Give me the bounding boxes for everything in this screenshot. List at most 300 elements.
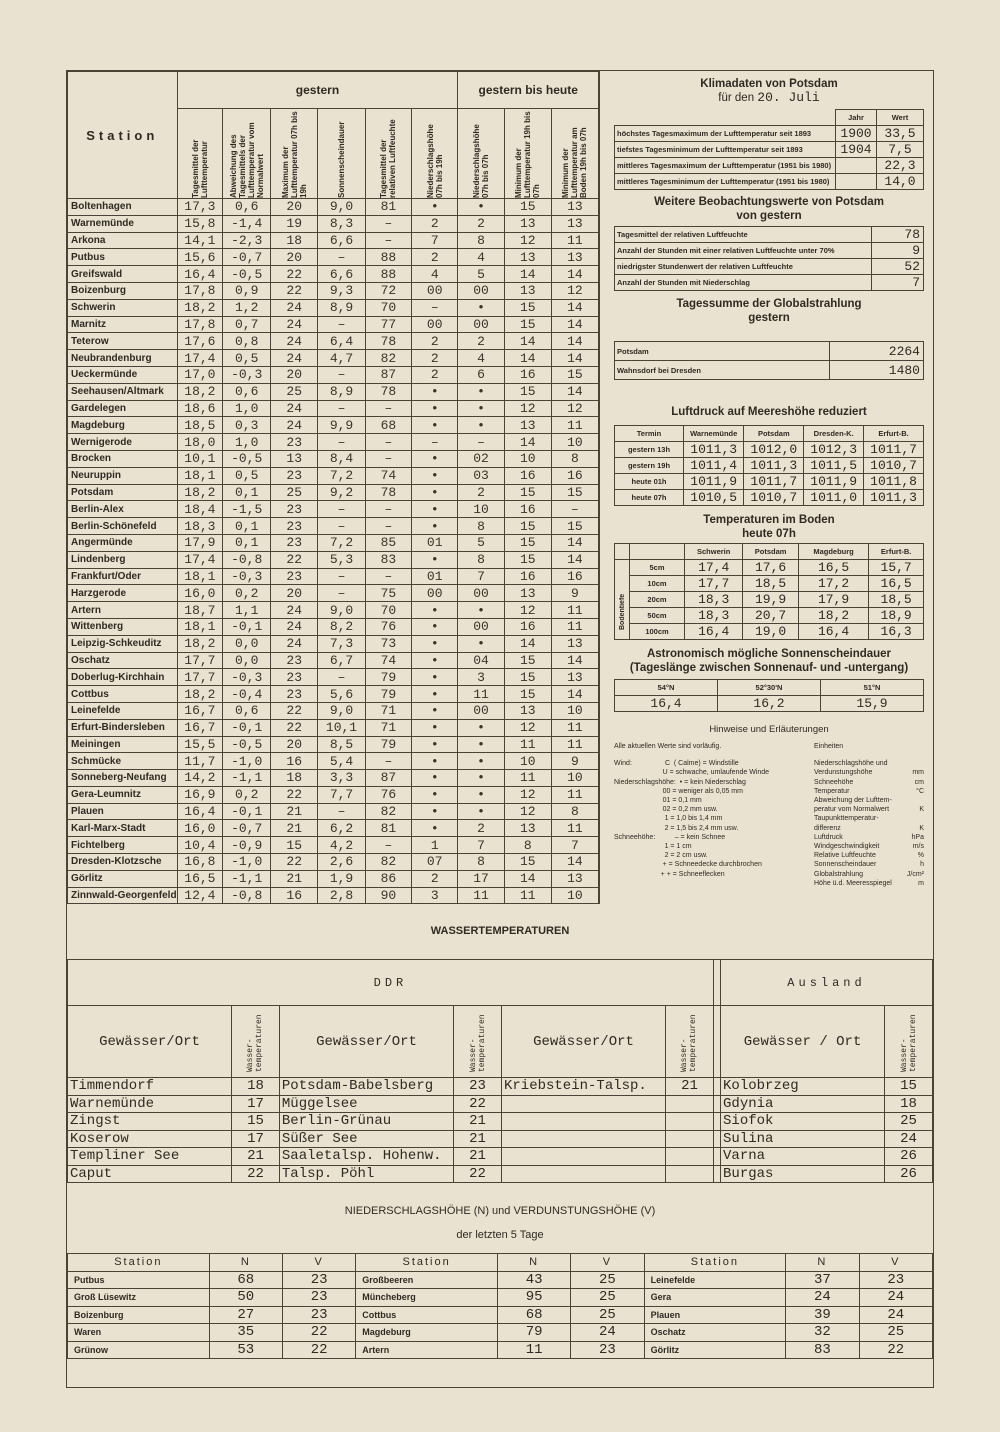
table-row <box>68 1324 933 1342</box>
station-value: 17,8 <box>177 282 223 299</box>
station-name: Schmücke <box>68 753 178 770</box>
boden-value: 18,3 <box>685 592 743 608</box>
wasser-ort: Süßer See <box>279 1130 453 1148</box>
station-name: Neuruppin <box>68 467 178 484</box>
station-value: 25 <box>271 383 318 400</box>
table-row <box>68 282 599 299</box>
column-header-text-8: Minimum der Lufttemperatur am Boden 19h bis 07h <box>561 127 589 198</box>
station-value: 2,6 <box>318 854 366 871</box>
hint-unit-label: Schneehöhe <box>814 778 854 786</box>
station-value: 16 <box>271 887 318 904</box>
station-value: 16 <box>551 467 598 484</box>
station-value: 14 <box>504 870 551 887</box>
station-value: 20 <box>271 366 318 383</box>
weitere-wert: 52 <box>872 259 924 275</box>
station-value: -1,0 <box>223 854 271 871</box>
station-value: 17,4 <box>177 551 223 568</box>
precip-v: 25 <box>571 1289 644 1307</box>
wasser-gap <box>713 1113 720 1131</box>
station-value: 15 <box>504 383 551 400</box>
column-header-text-3: Sonnenscheindauer <box>337 121 347 198</box>
sonnen-title: Astronomisch mögliche Sonnenscheindauer <box>646 648 892 660</box>
station-value: • <box>412 518 458 535</box>
wasser-col-header: Gewässer/Ort <box>502 1006 666 1078</box>
station-value: 15 <box>504 484 551 501</box>
station-value: 14,2 <box>177 770 223 787</box>
table-row <box>68 820 599 837</box>
station-value: 1 <box>412 837 458 854</box>
station-value: 5 <box>458 266 504 283</box>
wasser-temp-header: Wasser-temperaturen <box>899 1013 918 1072</box>
station-value: 16 <box>504 467 551 484</box>
boden-depth: 5cm <box>630 560 685 576</box>
station-value: 86 <box>365 870 411 887</box>
station-value: 15 <box>504 316 551 333</box>
station-value: 8 <box>458 518 504 535</box>
station-name: Doberlug-Kirchhain <box>68 669 178 686</box>
table-row <box>68 199 599 216</box>
hint-unit-label: Sonnenscheindauer <box>814 861 877 869</box>
station-value: • <box>412 417 458 434</box>
station-value: – <box>365 501 411 518</box>
precip-v: 22 <box>859 1341 932 1359</box>
station-value: – <box>365 568 411 585</box>
hint-unit-label: Globalstrahlung <box>814 870 864 878</box>
station-value: 17,3 <box>177 199 223 216</box>
hint-line: + = Schneedecke durchbrochen <box>614 861 762 869</box>
station-value: – <box>318 400 366 417</box>
precip-n: 95 <box>497 1289 570 1307</box>
wasser-temp: 26 <box>885 1148 933 1166</box>
boden-side-text: Bodentiefe <box>618 593 626 630</box>
station-value: 22 <box>271 282 318 299</box>
luftdruck-value: 1011,5 <box>804 458 864 474</box>
station-value: 10,4 <box>177 837 223 854</box>
table-row <box>68 1341 933 1359</box>
klima-row <box>615 126 924 142</box>
boden-side-label <box>615 560 630 640</box>
station-value: 11 <box>504 736 551 753</box>
table-row <box>68 602 599 619</box>
station-value: 11 <box>504 770 551 787</box>
hint-unit-row <box>814 842 924 851</box>
station-value: 17,7 <box>177 669 223 686</box>
station-value: – <box>318 669 366 686</box>
station-name: Wernigerode <box>68 434 178 451</box>
klima-row <box>615 158 924 174</box>
station-value: 11 <box>551 618 598 635</box>
hint-unit: mm <box>912 769 924 777</box>
station-name: Berlin-Schönefeld <box>68 518 178 535</box>
klima-row <box>615 174 924 190</box>
luftdruck-value: 1011,3 <box>684 442 744 458</box>
column-header-0 <box>177 109 223 199</box>
station-name: Brocken <box>68 450 178 467</box>
station-value: 13 <box>504 417 551 434</box>
station-name: Teterow <box>68 333 178 350</box>
station-value: 7 <box>412 232 458 249</box>
station-value: 0,7 <box>223 316 271 333</box>
station-value: • <box>458 299 504 316</box>
station-value: 82 <box>365 854 411 871</box>
station-value: 17,8 <box>177 316 223 333</box>
column-header-text-4: Tagesmittel der relativen Luftfeuchte <box>379 119 398 198</box>
station-value: • <box>412 501 458 518</box>
global-label: Wahnsdorf bei Dresden <box>615 361 830 380</box>
station-name: Fichtelberg <box>68 837 178 854</box>
station-value: 11 <box>504 887 551 904</box>
wasser-table <box>67 959 933 1183</box>
station-value: 24 <box>271 618 318 635</box>
wasser-temp: 21 <box>454 1130 502 1148</box>
station-value: 11 <box>458 887 504 904</box>
station-value: -0,7 <box>223 249 271 266</box>
precip-n: 68 <box>209 1271 282 1289</box>
station-value: 11 <box>551 786 598 803</box>
station-name: Angermünde <box>68 534 178 551</box>
station-name: Leinefelde <box>68 702 178 719</box>
precip-station: Oschatz <box>644 1324 786 1342</box>
station-value: 2 <box>412 333 458 350</box>
table-row <box>68 215 599 232</box>
station-value: 23 <box>271 568 318 585</box>
station-value: – <box>365 232 411 249</box>
station-name: Leipzig-Schkeuditz <box>68 635 178 652</box>
station-value: • <box>412 753 458 770</box>
station-name: Marnitz <box>68 316 178 333</box>
station-value: 4 <box>412 266 458 283</box>
station-value: 13 <box>551 215 598 232</box>
sonnen-value: 16,2 <box>718 696 821 712</box>
boden-value: 17,4 <box>685 560 743 576</box>
station-value: 13 <box>551 249 598 266</box>
station-value: 15 <box>271 837 318 854</box>
wasser-ort: Timmendorf <box>68 1078 232 1096</box>
station-value: 7 <box>458 568 504 585</box>
precip-n: 79 <box>497 1324 570 1342</box>
luftdruck-row <box>615 490 924 506</box>
station-value: 7 <box>551 837 598 854</box>
station-name: Arkona <box>68 232 178 249</box>
station-name: Erfurt-Bindersleben <box>68 719 178 736</box>
hint-unit-label: Temperatur <box>814 787 850 795</box>
station-value: 23 <box>271 467 318 484</box>
wasser-temp-header: Wasser-temperaturen <box>680 1013 699 1072</box>
station-value: 10 <box>551 434 598 451</box>
table-row <box>68 350 599 367</box>
boden-depth: 20cm <box>630 592 685 608</box>
column-header-3 <box>318 109 366 199</box>
station-value: 18,6 <box>177 400 223 417</box>
station-value: – <box>458 434 504 451</box>
station-value: 21 <box>271 803 318 820</box>
hint-line: 2 = 1,5 bis 2,4 mm usw. <box>614 824 739 832</box>
luftdruck-table <box>614 425 924 506</box>
hint-unit-row <box>814 824 924 833</box>
klima-label: tiefstes Tagesminimum der Lufttemperatur seit 1893 <box>615 142 836 158</box>
weitere-label: Anzahl der Stunden mit einer relativen Luftfeuchte unter 70% <box>615 243 872 259</box>
station-value: 4 <box>458 249 504 266</box>
station-value: 13 <box>551 199 598 216</box>
station-value: -0,5 <box>223 450 271 467</box>
station-value: 13 <box>551 635 598 652</box>
station-body <box>68 199 599 904</box>
station-value: 10 <box>504 753 551 770</box>
table-row <box>68 518 599 535</box>
station-value: 23 <box>271 686 318 703</box>
sonnen-header: 52°30'N <box>718 680 821 696</box>
precip-v-header: V <box>282 1254 355 1272</box>
station-value: • <box>412 400 458 417</box>
boden-value: 16,4 <box>798 624 868 640</box>
hint-line: + + = Schneeflecken <box>614 870 725 878</box>
precip-v: 22 <box>282 1341 355 1359</box>
table-row <box>68 803 599 820</box>
station-value: 23 <box>271 652 318 669</box>
precip-v: 24 <box>859 1306 932 1324</box>
column-header-text-2: Maximum der Lufttemperatur 07h bis 19h <box>280 111 308 198</box>
station-value: 6,2 <box>318 820 366 837</box>
wasser-temp: 15 <box>232 1113 280 1131</box>
station-value: 17,6 <box>177 333 223 350</box>
station-value: 7,7 <box>318 786 366 803</box>
station-value: 17 <box>458 870 504 887</box>
station-value: 9,0 <box>318 702 366 719</box>
station-value: 9 <box>551 753 598 770</box>
station-value: 0,9 <box>223 282 271 299</box>
station-value: 17,4 <box>177 350 223 367</box>
station-value: 01 <box>412 534 458 551</box>
station-value: 74 <box>365 467 411 484</box>
precip-v: 23 <box>282 1271 355 1289</box>
table-row <box>68 1148 933 1166</box>
station-value: 8,9 <box>318 299 366 316</box>
boden-value: 16,4 <box>685 624 743 640</box>
station-value: 2 <box>412 870 458 887</box>
wasser-col-header: Gewässer/Ort <box>279 1006 453 1078</box>
station-value: -0,8 <box>223 887 271 904</box>
station-name: Schwerin <box>68 299 178 316</box>
column-header-text-1: Abweichung des Tagesmittels der Lufttemperatur vom Normalwert <box>228 122 265 198</box>
boden-depth: 10cm <box>630 576 685 592</box>
boden-value: 16,5 <box>798 560 868 576</box>
luftdruck-row <box>615 442 924 458</box>
station-value: -0,3 <box>223 669 271 686</box>
wasser-ort: Burgas <box>721 1165 885 1183</box>
station-value: • <box>412 484 458 501</box>
station-value: 7,2 <box>318 534 366 551</box>
station-value: -0,7 <box>223 820 271 837</box>
station-value: 18,7 <box>177 602 223 619</box>
station-value: 24 <box>271 316 318 333</box>
boden-value: 19,0 <box>743 624 799 640</box>
station-value: 19 <box>271 215 318 232</box>
boden-value: 17,2 <box>798 576 868 592</box>
station-value: • <box>458 770 504 787</box>
wasser-gap <box>713 1130 720 1148</box>
station-value: 00 <box>458 618 504 635</box>
station-value: • <box>458 199 504 216</box>
precip-station: Groß Lüsewitz <box>68 1289 210 1307</box>
hint-unit-row <box>814 870 924 879</box>
precip-n-header: N <box>497 1254 570 1272</box>
station-value: 0,6 <box>223 383 271 400</box>
station-value: 7,3 <box>318 635 366 652</box>
station-value: 88 <box>365 266 411 283</box>
station-value: 14 <box>551 652 598 669</box>
station-value: 18,5 <box>177 417 223 434</box>
luftdruck-header: Dresden-K. <box>804 426 864 442</box>
precip-station: Artern <box>356 1341 498 1359</box>
station-value: – <box>365 434 411 451</box>
column-header-7 <box>504 109 551 199</box>
station-value: – <box>318 501 366 518</box>
weitere-row <box>615 227 924 243</box>
station-value: • <box>412 820 458 837</box>
station-value: • <box>458 736 504 753</box>
station-value: 23 <box>271 518 318 535</box>
station-value: 13 <box>271 450 318 467</box>
hint-unit-row <box>814 860 924 869</box>
table-row <box>68 669 599 686</box>
luftdruck-header: Termin <box>615 426 684 442</box>
global-wert: 2264 <box>830 342 924 361</box>
boden-depth: 50cm <box>630 608 685 624</box>
boden-row <box>615 576 924 592</box>
table-row <box>68 1289 933 1307</box>
station-value: 14 <box>551 299 598 316</box>
station-value: 14,1 <box>177 232 223 249</box>
boden-subtitle: heute 07h <box>742 528 796 540</box>
hint-unit-label: Verdunstungshöhe <box>814 769 873 777</box>
weitere-table <box>614 226 924 291</box>
precip-table <box>67 1253 933 1359</box>
station-value: – <box>318 249 366 266</box>
hint-unit-row <box>814 759 924 768</box>
station-value: 00 <box>458 282 504 299</box>
station-value: • <box>412 199 458 216</box>
boden-value: 16,3 <box>869 624 924 640</box>
hint-unit-row <box>814 879 924 888</box>
wasser-ort: Kolobrzeg <box>721 1078 885 1096</box>
station-value: • <box>412 736 458 753</box>
table-row <box>68 551 599 568</box>
table-row <box>68 400 599 417</box>
hint-unit-row <box>814 787 924 796</box>
station-value: -1,1 <box>223 870 271 887</box>
wasser-temp: 26 <box>885 1165 933 1183</box>
table-row <box>68 232 599 249</box>
precip-station: Müncheberg <box>356 1289 498 1307</box>
station-value: – <box>365 518 411 535</box>
wasser-ort: Caput <box>68 1165 232 1183</box>
wasser-temp: 22 <box>232 1165 280 1183</box>
station-value: – <box>318 803 366 820</box>
wasser-ort: Saaletalsp. Hohenw. <box>279 1148 453 1166</box>
precip-v: 23 <box>571 1341 644 1359</box>
station-value: 13 <box>504 820 551 837</box>
station-value: 0,1 <box>223 518 271 535</box>
station-value: 8 <box>551 803 598 820</box>
boden-value: 20,7 <box>743 608 799 624</box>
boden-value: 18,2 <box>798 608 868 624</box>
column-header-6 <box>458 109 504 199</box>
wasser-temp <box>666 1148 714 1166</box>
precip-station: Gera <box>644 1289 786 1307</box>
weitere-label: Tagesmittel der relativen Luftfeuchte <box>615 227 872 243</box>
station-value: 10 <box>551 887 598 904</box>
hinweise-title: Hinweise und Erläuterungen <box>709 724 829 735</box>
station-name: Potsdam <box>68 484 178 501</box>
station-value: 21 <box>271 820 318 837</box>
wasser-ort <box>502 1165 666 1183</box>
weitere-wert: 9 <box>872 243 924 259</box>
station-value: 16 <box>271 753 318 770</box>
boden-value: 17,6 <box>743 560 799 576</box>
station-value: -2,3 <box>223 232 271 249</box>
boden-value: 18,5 <box>869 592 924 608</box>
station-value: 16,5 <box>177 870 223 887</box>
station-value: 0,8 <box>223 333 271 350</box>
station-value: 73 <box>365 635 411 652</box>
station-name: Gardelegen <box>68 400 178 417</box>
wasser-ort: Gdynia <box>721 1095 885 1113</box>
wasser-ort: Templiner See <box>68 1148 232 1166</box>
station-value: • <box>412 652 458 669</box>
hint-unit: % <box>917 852 924 860</box>
station-value: 6,6 <box>318 232 366 249</box>
station-value: 16,7 <box>177 702 223 719</box>
table-row <box>68 1078 933 1096</box>
table-row <box>68 568 599 585</box>
station-value: 13 <box>504 282 551 299</box>
wasser-ort: Berlin-Grünau <box>279 1113 453 1131</box>
wasser-ort: Warnemünde <box>68 1095 232 1113</box>
station-value: 13 <box>551 870 598 887</box>
station-value: 3,3 <box>318 770 366 787</box>
table-row <box>68 1165 933 1183</box>
precip-station: Cottbus <box>356 1306 498 1324</box>
sonnen-value: 15,9 <box>821 696 924 712</box>
station-value: 20 <box>271 585 318 602</box>
station-value: – <box>318 568 366 585</box>
klima-label: höchstes Tagesmaximum der Lufttemperatur seit 1893 <box>615 126 836 142</box>
table-row <box>68 585 599 602</box>
boden-title: Temperaturen im Boden <box>703 514 835 526</box>
sonnen-subtitle: (Tageslänge zwischen Sonnenauf- und -untergang) <box>629 662 909 674</box>
table-row <box>68 333 599 350</box>
station-value: 14 <box>551 854 598 871</box>
boden-value: 17,7 <box>685 576 743 592</box>
ausland-header: Ausland <box>721 960 933 1006</box>
station-value: 16,8 <box>177 854 223 871</box>
luftdruck-value: 1011,7 <box>864 442 924 458</box>
station-value: – <box>365 753 411 770</box>
boden-row <box>615 608 924 624</box>
table-row <box>68 450 599 467</box>
wasser-temp: 24 <box>885 1130 933 1148</box>
luftdruck-value: 1011,7 <box>744 474 804 490</box>
station-value: 18,1 <box>177 618 223 635</box>
station-value: 14 <box>504 434 551 451</box>
station-value: 0,6 <box>223 702 271 719</box>
station-value: 70 <box>365 299 411 316</box>
station-value: 76 <box>365 618 411 635</box>
weitere-row <box>615 243 924 259</box>
table-row <box>68 383 599 400</box>
wasser-gap <box>713 1078 720 1096</box>
station-value: 11,7 <box>177 753 223 770</box>
